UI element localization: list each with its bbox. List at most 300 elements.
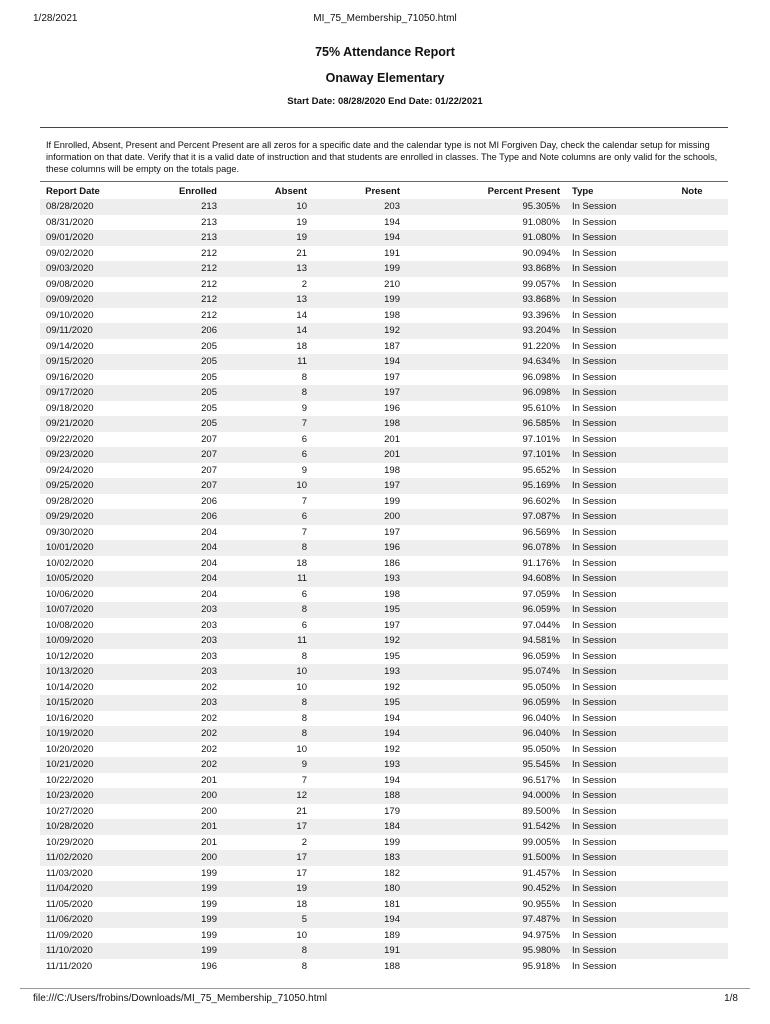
table-row	[40, 478, 728, 494]
cell-percent-present: 96.059%	[406, 695, 566, 711]
cell-note	[656, 695, 728, 711]
cell-present: 191	[384, 247, 400, 259]
cell-present: 195	[384, 650, 400, 662]
table-row	[40, 199, 728, 215]
cell-present: 196	[384, 402, 400, 414]
col-header-percent-present: Percent Present	[487, 186, 560, 197]
table-row	[40, 494, 728, 510]
cell-percent-present: 95.169%	[406, 478, 566, 494]
cell-present: 198	[384, 464, 400, 476]
cell-present: 199	[384, 836, 400, 848]
cell-present: 193	[313, 757, 406, 773]
table-row	[40, 385, 728, 401]
cell-type: In Session	[566, 199, 656, 215]
cell-present: 199	[313, 261, 406, 277]
table-row	[40, 711, 728, 727]
cell-enrolled: 207	[201, 433, 217, 445]
cell-percent-present: 96.098%	[406, 385, 566, 401]
cell-type: In Session	[572, 960, 617, 972]
cell-type: In Session	[572, 929, 617, 941]
cell-absent: 11	[223, 633, 313, 649]
cell-enrolled: 204	[201, 526, 217, 538]
cell-percent-present: 97.101%	[406, 447, 566, 463]
cell-note	[656, 401, 728, 417]
table-row	[40, 246, 728, 262]
cell-enrolled: 202	[201, 743, 217, 755]
cell-report-date: 09/18/2020	[46, 402, 94, 414]
page-number: 1/8	[724, 993, 738, 1004]
cell-enrolled: 212	[133, 261, 223, 277]
cell-report-date: 10/28/2020	[40, 819, 133, 835]
table-row	[40, 261, 728, 277]
cell-type: In Session	[566, 447, 656, 463]
cell-type: In Session	[572, 216, 617, 228]
cell-report-date: 09/10/2020	[46, 309, 94, 321]
cell-present: 197	[384, 526, 400, 538]
table-row	[40, 742, 728, 758]
cell-enrolled: 205	[133, 354, 223, 370]
cell-absent: 13	[223, 261, 313, 277]
cell-present: 187	[384, 340, 400, 352]
col-header-report-date: Report Date	[46, 186, 100, 197]
cell-type: In Session	[566, 633, 656, 649]
cell-type: In Session	[566, 943, 656, 959]
cell-report-date: 10/14/2020	[46, 681, 94, 693]
table-row	[40, 587, 728, 603]
cell-enrolled: 196	[201, 960, 217, 972]
cell-note	[656, 540, 728, 556]
cell-type: In Session	[572, 619, 617, 631]
cell-absent: 2	[301, 278, 307, 290]
cell-present: 210	[384, 278, 400, 290]
table-row	[40, 819, 728, 835]
cell-enrolled: 205	[201, 402, 217, 414]
cell-enrolled: 203	[133, 695, 223, 711]
cell-type: In Session	[572, 371, 617, 383]
cell-report-date: 09/30/2020	[46, 526, 94, 538]
cell-report-date: 10/07/2020	[40, 602, 133, 618]
cell-type: In Session	[566, 261, 656, 277]
cell-percent-present: 96.059%	[406, 602, 566, 618]
cell-percent-present: 97.101%	[522, 433, 560, 445]
col-header-present: Present	[365, 186, 400, 197]
cell-type: In Session	[566, 230, 656, 246]
cell-absent: 5	[223, 912, 313, 928]
cell-type: In Session	[572, 464, 617, 476]
cell-present: 194	[313, 726, 406, 742]
cell-absent: 7	[301, 495, 307, 507]
cell-type: In Session	[572, 433, 617, 445]
cell-enrolled: 203	[133, 602, 223, 618]
cell-note	[656, 230, 728, 246]
cell-report-date: 10/01/2020	[40, 540, 133, 556]
cell-note	[656, 494, 728, 510]
cell-report-date: 09/02/2020	[46, 247, 94, 259]
cell-absent: 10	[296, 929, 307, 941]
cell-absent: 10	[223, 199, 313, 215]
cell-enrolled: 212	[133, 292, 223, 308]
cell-percent-present: 96.602%	[522, 495, 560, 507]
table-row	[40, 680, 728, 696]
cell-percent-present: 99.005%	[522, 836, 560, 848]
cell-absent: 21	[296, 805, 307, 817]
cell-absent: 19	[223, 230, 313, 246]
cell-note	[656, 587, 728, 603]
table-row	[40, 618, 728, 634]
cell-absent: 9	[301, 402, 307, 414]
cell-note	[656, 618, 728, 634]
cell-report-date: 09/24/2020	[46, 464, 94, 476]
cell-note	[656, 897, 728, 913]
cell-present: 191	[313, 943, 406, 959]
cell-present: 196	[313, 540, 406, 556]
table-row	[40, 556, 728, 572]
cell-absent: 21	[296, 247, 307, 259]
table-row	[40, 602, 728, 618]
table-row	[40, 773, 728, 789]
cell-absent: 2	[301, 836, 307, 848]
cell-absent: 14	[223, 323, 313, 339]
cell-report-date: 10/29/2020	[46, 836, 94, 848]
cell-percent-present: 96.040%	[522, 712, 560, 724]
cell-absent: 8	[223, 726, 313, 742]
cell-note	[656, 246, 728, 262]
table-row	[40, 230, 728, 246]
cell-percent-present: 95.918%	[522, 960, 560, 972]
cell-enrolled: 204	[133, 571, 223, 587]
cell-enrolled: 204	[133, 540, 223, 556]
cell-type: In Session	[572, 836, 617, 848]
table-row	[40, 943, 728, 959]
table-row	[40, 695, 728, 711]
cell-note	[656, 881, 728, 897]
cell-report-date: 11/10/2020	[40, 943, 133, 959]
cell-report-date: 09/09/2020	[40, 292, 133, 308]
cell-report-date: 08/31/2020	[46, 216, 94, 228]
cell-enrolled: 199	[133, 881, 223, 897]
cell-note	[656, 354, 728, 370]
cell-note	[656, 432, 728, 448]
cell-note	[656, 370, 728, 386]
table-row	[40, 726, 728, 742]
cell-type: In Session	[566, 292, 656, 308]
cell-percent-present: 91.500%	[406, 850, 566, 866]
cell-type: In Session	[566, 385, 656, 401]
cell-report-date: 09/29/2020	[40, 509, 133, 525]
cell-report-date: 10/27/2020	[46, 805, 94, 817]
cell-present: 195	[313, 695, 406, 711]
table-row	[40, 308, 728, 324]
cell-absent: 10	[223, 664, 313, 680]
cell-present: 193	[313, 571, 406, 587]
cell-present: 195	[313, 602, 406, 618]
cell-percent-present: 96.585%	[406, 416, 566, 432]
cell-note	[656, 215, 728, 231]
cell-percent-present: 99.057%	[522, 278, 560, 290]
cell-percent-present: 89.500%	[522, 805, 560, 817]
cell-note	[656, 277, 728, 293]
cell-note	[656, 478, 728, 494]
cell-absent: 18	[296, 557, 307, 569]
cell-enrolled: 200	[201, 805, 217, 817]
cell-report-date: 09/22/2020	[46, 433, 94, 445]
cell-present: 198	[384, 588, 400, 600]
cell-report-date: 09/23/2020	[40, 447, 133, 463]
cell-percent-present: 96.059%	[522, 650, 560, 662]
cell-note	[656, 649, 728, 665]
cell-note	[656, 385, 728, 401]
col-header-absent: Absent	[274, 186, 307, 197]
table-row	[40, 339, 728, 355]
cell-report-date: 10/09/2020	[40, 633, 133, 649]
cell-report-date: 10/22/2020	[46, 774, 94, 786]
cell-present: 192	[313, 323, 406, 339]
cell-report-date: 11/02/2020	[40, 850, 133, 866]
cell-percent-present: 93.868%	[406, 292, 566, 308]
cell-absent: 19	[296, 216, 307, 228]
cell-report-date: 10/19/2020	[40, 726, 133, 742]
cell-enrolled: 205	[201, 340, 217, 352]
cell-note	[656, 323, 728, 339]
table-row	[40, 370, 728, 386]
cell-type: In Session	[566, 571, 656, 587]
cell-type: In Session	[566, 819, 656, 835]
cell-enrolled: 207	[133, 447, 223, 463]
cell-absent: 17	[223, 819, 313, 835]
cell-type: In Session	[572, 898, 617, 910]
cell-type: In Session	[572, 557, 617, 569]
table-row	[40, 416, 728, 432]
cell-present: 181	[384, 898, 400, 910]
cell-note	[656, 199, 728, 215]
table-row	[40, 323, 728, 339]
cell-percent-present: 90.094%	[522, 247, 560, 259]
cell-type: In Session	[572, 340, 617, 352]
table-row	[40, 432, 728, 448]
cell-absent: 18	[296, 898, 307, 910]
cell-absent: 14	[296, 309, 307, 321]
cell-enrolled: 199	[133, 912, 223, 928]
cell-absent: 7	[301, 526, 307, 538]
cell-present: 179	[384, 805, 400, 817]
cell-note	[656, 308, 728, 324]
table-row	[40, 633, 728, 649]
cell-report-date: 09/17/2020	[40, 385, 133, 401]
cell-absent: 6	[223, 447, 313, 463]
table-row	[40, 215, 728, 231]
col-header-note: Note	[681, 186, 703, 197]
table-row	[40, 835, 728, 851]
cell-present: 194	[313, 354, 406, 370]
cell-enrolled: 199	[201, 867, 217, 879]
cell-type: In Session	[566, 788, 656, 804]
cell-type: In Session	[566, 850, 656, 866]
cell-note	[656, 726, 728, 742]
cell-note	[656, 292, 728, 308]
cell-percent-present: 95.545%	[406, 757, 566, 773]
cell-enrolled: 207	[201, 464, 217, 476]
cell-report-date: 10/05/2020	[40, 571, 133, 587]
cell-enrolled: 212	[201, 278, 217, 290]
col-header-enrolled: Enrolled	[178, 186, 217, 197]
cell-type: In Session	[572, 743, 617, 755]
cell-enrolled: 205	[201, 371, 217, 383]
cell-absent: 10	[296, 743, 307, 755]
cell-note	[656, 835, 728, 851]
cell-percent-present: 91.176%	[522, 557, 560, 569]
cell-note	[656, 788, 728, 804]
cell-enrolled: 202	[201, 681, 217, 693]
cell-report-date: 09/11/2020	[40, 323, 133, 339]
cell-absent: 7	[223, 416, 313, 432]
cell-note	[656, 711, 728, 727]
cell-report-date: 11/05/2020	[46, 898, 93, 910]
cell-percent-present: 91.457%	[522, 867, 560, 879]
cell-report-date: 09/16/2020	[46, 371, 94, 383]
table-row	[40, 292, 728, 308]
cell-percent-present: 97.487%	[406, 912, 566, 928]
cell-report-date: 10/02/2020	[46, 557, 94, 569]
cell-present: 200	[313, 509, 406, 525]
cell-absent: 10	[296, 681, 307, 693]
cell-absent: 10	[223, 478, 313, 494]
table-row	[40, 571, 728, 587]
cell-enrolled: 203	[133, 664, 223, 680]
cell-note	[656, 525, 728, 541]
cell-report-date: 11/04/2020	[40, 881, 133, 897]
print-date: 1/28/2021	[33, 13, 78, 24]
cell-absent: 17	[223, 850, 313, 866]
cell-present: 198	[313, 416, 406, 432]
cell-percent-present: 96.078%	[406, 540, 566, 556]
cell-percent-present: 95.074%	[406, 664, 566, 680]
cell-enrolled: 206	[201, 495, 217, 507]
cell-absent: 8	[301, 371, 307, 383]
attendance-table	[40, 184, 728, 974]
cell-enrolled: 202	[133, 757, 223, 773]
cell-report-date: 09/14/2020	[46, 340, 94, 352]
cell-present: 199	[313, 292, 406, 308]
cell-type: In Session	[566, 664, 656, 680]
cell-enrolled: 199	[133, 943, 223, 959]
cell-report-date: 11/06/2020	[40, 912, 133, 928]
cell-note	[656, 416, 728, 432]
cell-type: In Session	[572, 712, 617, 724]
cell-note	[656, 447, 728, 463]
cell-present: 193	[313, 664, 406, 680]
cell-percent-present: 91.220%	[522, 340, 560, 352]
cell-note	[656, 943, 728, 959]
cell-report-date: 10/21/2020	[40, 757, 133, 773]
cell-enrolled: 200	[133, 788, 223, 804]
cell-percent-present: 97.059%	[522, 588, 560, 600]
table-row	[40, 928, 728, 944]
cell-note	[656, 866, 728, 882]
cell-type: In Session	[572, 402, 617, 414]
cell-enrolled: 202	[201, 712, 217, 724]
cell-present: 194	[313, 912, 406, 928]
table-row	[40, 664, 728, 680]
cell-percent-present: 94.581%	[406, 633, 566, 649]
cell-type: In Session	[566, 602, 656, 618]
cell-absent: 13	[223, 292, 313, 308]
cell-note	[656, 602, 728, 618]
cell-report-date: 08/28/2020	[40, 199, 133, 215]
cell-type: In Session	[572, 309, 617, 321]
cell-present: 188	[313, 788, 406, 804]
cell-type: In Session	[566, 540, 656, 556]
cell-absent: 7	[301, 774, 307, 786]
cell-enrolled: 204	[201, 588, 217, 600]
cell-absent: 9	[223, 757, 313, 773]
table-row	[40, 277, 728, 293]
table-row	[40, 897, 728, 913]
table-row	[40, 866, 728, 882]
cell-report-date: 10/12/2020	[46, 650, 94, 662]
cell-note	[656, 757, 728, 773]
cell-type: In Session	[572, 805, 617, 817]
cell-enrolled: 204	[201, 557, 217, 569]
cell-present: 194	[384, 774, 400, 786]
cell-absent: 6	[301, 433, 307, 445]
cell-percent-present: 97.087%	[406, 509, 566, 525]
cell-absent: 11	[223, 571, 313, 587]
report-title: 75% Attendance Report	[315, 45, 455, 59]
cell-enrolled: 201	[133, 819, 223, 835]
cell-note	[656, 928, 728, 944]
report-note: If Enrolled, Absent, Present and Percent Present are all zeros for a specific date and the calendar type is not MI Forgiven Day, check the calendar setup for missing information on that date. Verify that it is a valid date of instruction and that students are enrolled in classes. The Type and Note columns are only valid for the schools, these columns will be empty on the totals page.	[46, 140, 718, 174]
cell-type: In Session	[566, 881, 656, 897]
table-row	[40, 447, 728, 463]
cell-report-date: 09/08/2020	[46, 278, 94, 290]
cell-type: In Session	[566, 509, 656, 525]
cell-absent: 8	[301, 650, 307, 662]
cell-percent-present: 95.050%	[522, 743, 560, 755]
cell-present: 184	[313, 819, 406, 835]
header-divider	[40, 181, 728, 182]
report-date-range: Start Date: 08/28/2020 End Date: 01/22/2021	[287, 96, 483, 107]
table-row	[40, 850, 728, 866]
cell-report-date: 10/16/2020	[46, 712, 94, 724]
cell-note	[656, 804, 728, 820]
table-row	[40, 804, 728, 820]
cell-report-date: 10/13/2020	[40, 664, 133, 680]
cell-note	[656, 819, 728, 835]
cell-type: In Session	[566, 416, 656, 432]
cell-note	[656, 850, 728, 866]
cell-present: 194	[313, 230, 406, 246]
print-file-path: file:///C:/Users/frobins/Downloads/MI_75_Membership_71050.html	[33, 993, 328, 1004]
table-row	[40, 463, 728, 479]
cell-present: 183	[313, 850, 406, 866]
cell-percent-present: 93.868%	[406, 261, 566, 277]
cell-absent: 8	[223, 385, 313, 401]
cell-enrolled: 201	[201, 836, 217, 848]
cell-type: In Session	[566, 323, 656, 339]
cell-enrolled: 212	[201, 247, 217, 259]
cell-percent-present: 94.000%	[406, 788, 566, 804]
cell-report-date: 10/15/2020	[40, 695, 133, 711]
cell-enrolled: 213	[133, 199, 223, 215]
cell-present: 201	[313, 447, 406, 463]
table-row	[40, 788, 728, 804]
cell-type: In Session	[566, 695, 656, 711]
cell-enrolled: 206	[133, 323, 223, 339]
cell-absent: 18	[296, 340, 307, 352]
cell-percent-present: 97.044%	[522, 619, 560, 631]
cell-percent-present: 95.305%	[406, 199, 566, 215]
cell-type: In Session	[572, 588, 617, 600]
